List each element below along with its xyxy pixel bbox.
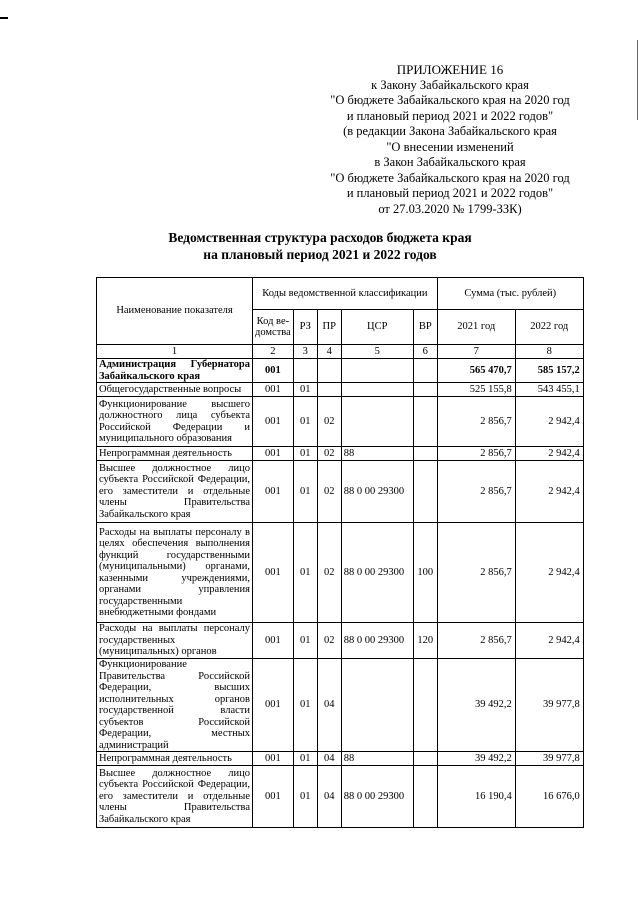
title-line: Ведомственная структура расходов бюджета края [168, 230, 472, 245]
row-dept: 001 [253, 397, 294, 447]
column-index: 6 [413, 345, 437, 359]
row-sum-2021: 39 492,2 [437, 752, 515, 766]
row-sum-2022: 2 942,4 [515, 397, 583, 447]
row-pr: 04 [317, 752, 341, 766]
table-row [97, 766, 584, 828]
row-rz: 01 [293, 623, 317, 659]
row-name: Функционирование Правительства Российской Федерации, высших исполнительных органов государственной власти субъектов Российской Федерации, местных администраций [97, 659, 253, 752]
row-dept: 001 [253, 447, 294, 461]
row-name: Непрограммная деятельность [97, 447, 253, 461]
row-pr: 02 [317, 447, 341, 461]
row-pr: 02 [317, 523, 341, 623]
row-dept: 001 [253, 461, 294, 523]
row-rz: 01 [293, 383, 317, 397]
appendix-header [300, 62, 600, 217]
row-vr [413, 447, 437, 461]
row-csr: 88 0 00 29300 [341, 461, 413, 523]
column-index: 4 [317, 345, 341, 359]
row-sum-2021: 39 492,2 [437, 659, 515, 752]
row-dept: 001 [253, 383, 294, 397]
row-csr: 88 0 00 29300 [341, 523, 413, 623]
row-sum-2021: 2 856,7 [437, 623, 515, 659]
header-dept: Код ве-домства [253, 310, 294, 345]
table-row [97, 659, 584, 752]
row-pr: 02 [317, 461, 341, 523]
row-csr [341, 383, 413, 397]
row-sum-2022: 543 455,1 [515, 383, 583, 397]
row-csr: 88 0 00 29300 [341, 623, 413, 659]
row-csr [341, 359, 413, 383]
row-vr [413, 766, 437, 828]
expenditure-table [96, 277, 584, 828]
row-dept: 001 [253, 659, 294, 752]
scan-edge-mark [637, 40, 638, 120]
row-sum-2021: 2 856,7 [437, 461, 515, 523]
row-name: Высшее должностное лицо субъекта Российской Федерации, его заместители и отдельные члены Правительства Забайкальского края [97, 461, 253, 523]
row-csr: 88 0 00 29300 [341, 766, 413, 828]
column-index: 3 [293, 345, 317, 359]
row-sum-2022: 2 942,4 [515, 461, 583, 523]
appendix-line: от 27.03.2020 № 1799-ЗЗК) [378, 201, 522, 216]
row-rz: 01 [293, 397, 317, 447]
row-pr: 02 [317, 623, 341, 659]
row-dept: 001 [253, 766, 294, 828]
row-dept: 001 [253, 623, 294, 659]
row-rz: 01 [293, 523, 317, 623]
row-name: Общегосударственные вопросы [97, 383, 253, 397]
row-sum-2021: 2 856,7 [437, 447, 515, 461]
row-name: Непрограммная деятельность [97, 752, 253, 766]
header-csr: ЦСР [341, 310, 413, 345]
row-vr [413, 383, 437, 397]
row-rz: 01 [293, 447, 317, 461]
row-sum-2021: 525 155,8 [437, 383, 515, 397]
row-sum-2022: 2 942,4 [515, 447, 583, 461]
appendix-line: в Закон Забайкальского края [374, 155, 526, 169]
row-pr: 04 [317, 766, 341, 828]
appendix-line: и плановый период 2021 и 2022 годов" [346, 186, 554, 200]
row-name: Расходы на выплаты персоналу государственных (муниципальных) органов [97, 623, 253, 659]
row-rz [293, 359, 317, 383]
appendix-line: (в редакции Закона Забайкальского края [343, 124, 557, 138]
column-index: 5 [341, 345, 413, 359]
row-sum-2022: 39 977,8 [515, 752, 583, 766]
row-name: Функционирование высшего должностного лица субъекта Российской Федерации и муниципального образования [97, 397, 253, 447]
row-pr: 02 [317, 397, 341, 447]
row-sum-2021: 2 856,7 [437, 523, 515, 623]
row-csr: 88 [341, 447, 413, 461]
row-name: Высшее должностное лицо субъекта Российской Федерации, его заместители и отдельные члены Правительства Забайкальского края [97, 766, 253, 828]
row-dept: 001 [253, 523, 294, 623]
header-pr: ПР [317, 310, 341, 345]
row-vr [413, 359, 437, 383]
table-row [97, 623, 584, 659]
appendix-line: и плановый период 2021 и 2022 годов" [346, 108, 554, 123]
row-sum-2022: 2 942,4 [515, 523, 583, 623]
row-sum-2022: 16 676,0 [515, 766, 583, 828]
header-sum: Сумма (тыс. рублей) [437, 278, 583, 310]
table-row [97, 523, 584, 623]
column-index: 1 [97, 345, 253, 359]
appendix-line: "О бюджете Забайкальского края на 2020 год [330, 170, 570, 185]
row-vr [413, 397, 437, 447]
row-pr [317, 383, 341, 397]
table-row [97, 359, 584, 383]
column-index: 2 [253, 345, 294, 359]
row-vr: 120 [413, 623, 437, 659]
row-vr [413, 659, 437, 752]
appendix-line: "О внесении изменений [386, 139, 514, 154]
row-pr: 04 [317, 659, 341, 752]
row-rz: 01 [293, 766, 317, 828]
row-csr: 88 [341, 752, 413, 766]
column-index: 7 [437, 345, 515, 359]
row-sum-2022: 2 942,4 [515, 623, 583, 659]
title-line: на плановый период 2021 и 2022 годов [203, 247, 437, 262]
header-2022: 2022 год [515, 310, 583, 345]
row-vr: 100 [413, 523, 437, 623]
header-codes: Коды ведомственной классификации [253, 278, 438, 310]
row-name: Администрация Губернатора Забайкальского края [97, 359, 253, 383]
column-index: 8 [515, 345, 583, 359]
scan-corner-mark [0, 17, 8, 19]
row-dept: 001 [253, 359, 294, 383]
appendix-line: к Закону Забайкальского края [371, 77, 529, 92]
table-row [97, 397, 584, 447]
row-sum-2021: 16 190,4 [437, 766, 515, 828]
header-rz: РЗ [293, 310, 317, 345]
row-sum-2022: 39 977,8 [515, 659, 583, 752]
header-vr: ВР [413, 310, 437, 345]
table-row [97, 461, 584, 523]
row-rz: 01 [293, 752, 317, 766]
header-name: Наименование показателя [97, 278, 253, 345]
row-rz: 01 [293, 461, 317, 523]
row-rz: 01 [293, 659, 317, 752]
appendix-number: ПРИЛОЖЕНИЕ 16 [396, 62, 504, 77]
table-row [97, 447, 584, 461]
appendix-line: "О бюджете Забайкальского края на 2020 год [330, 93, 570, 107]
table-row [97, 752, 584, 766]
row-dept: 001 [253, 752, 294, 766]
row-name: Расходы на выплаты персоналу в целях обеспечения выполнения функций государственными (муниципальными) органами, казенными учреждениями, органами управления государственными внебюджетными фондами [97, 523, 253, 623]
row-sum-2022: 585 157,2 [515, 359, 583, 383]
document-title [90, 229, 550, 263]
row-pr [317, 359, 341, 383]
table-row [97, 383, 584, 397]
row-csr [341, 659, 413, 752]
header-2021: 2021 год [437, 310, 515, 345]
row-csr [341, 397, 413, 447]
row-vr [413, 461, 437, 523]
column-index-row [97, 345, 584, 359]
row-sum-2021: 2 856,7 [437, 397, 515, 447]
row-vr [413, 752, 437, 766]
row-sum-2021: 565 470,7 [437, 359, 515, 383]
